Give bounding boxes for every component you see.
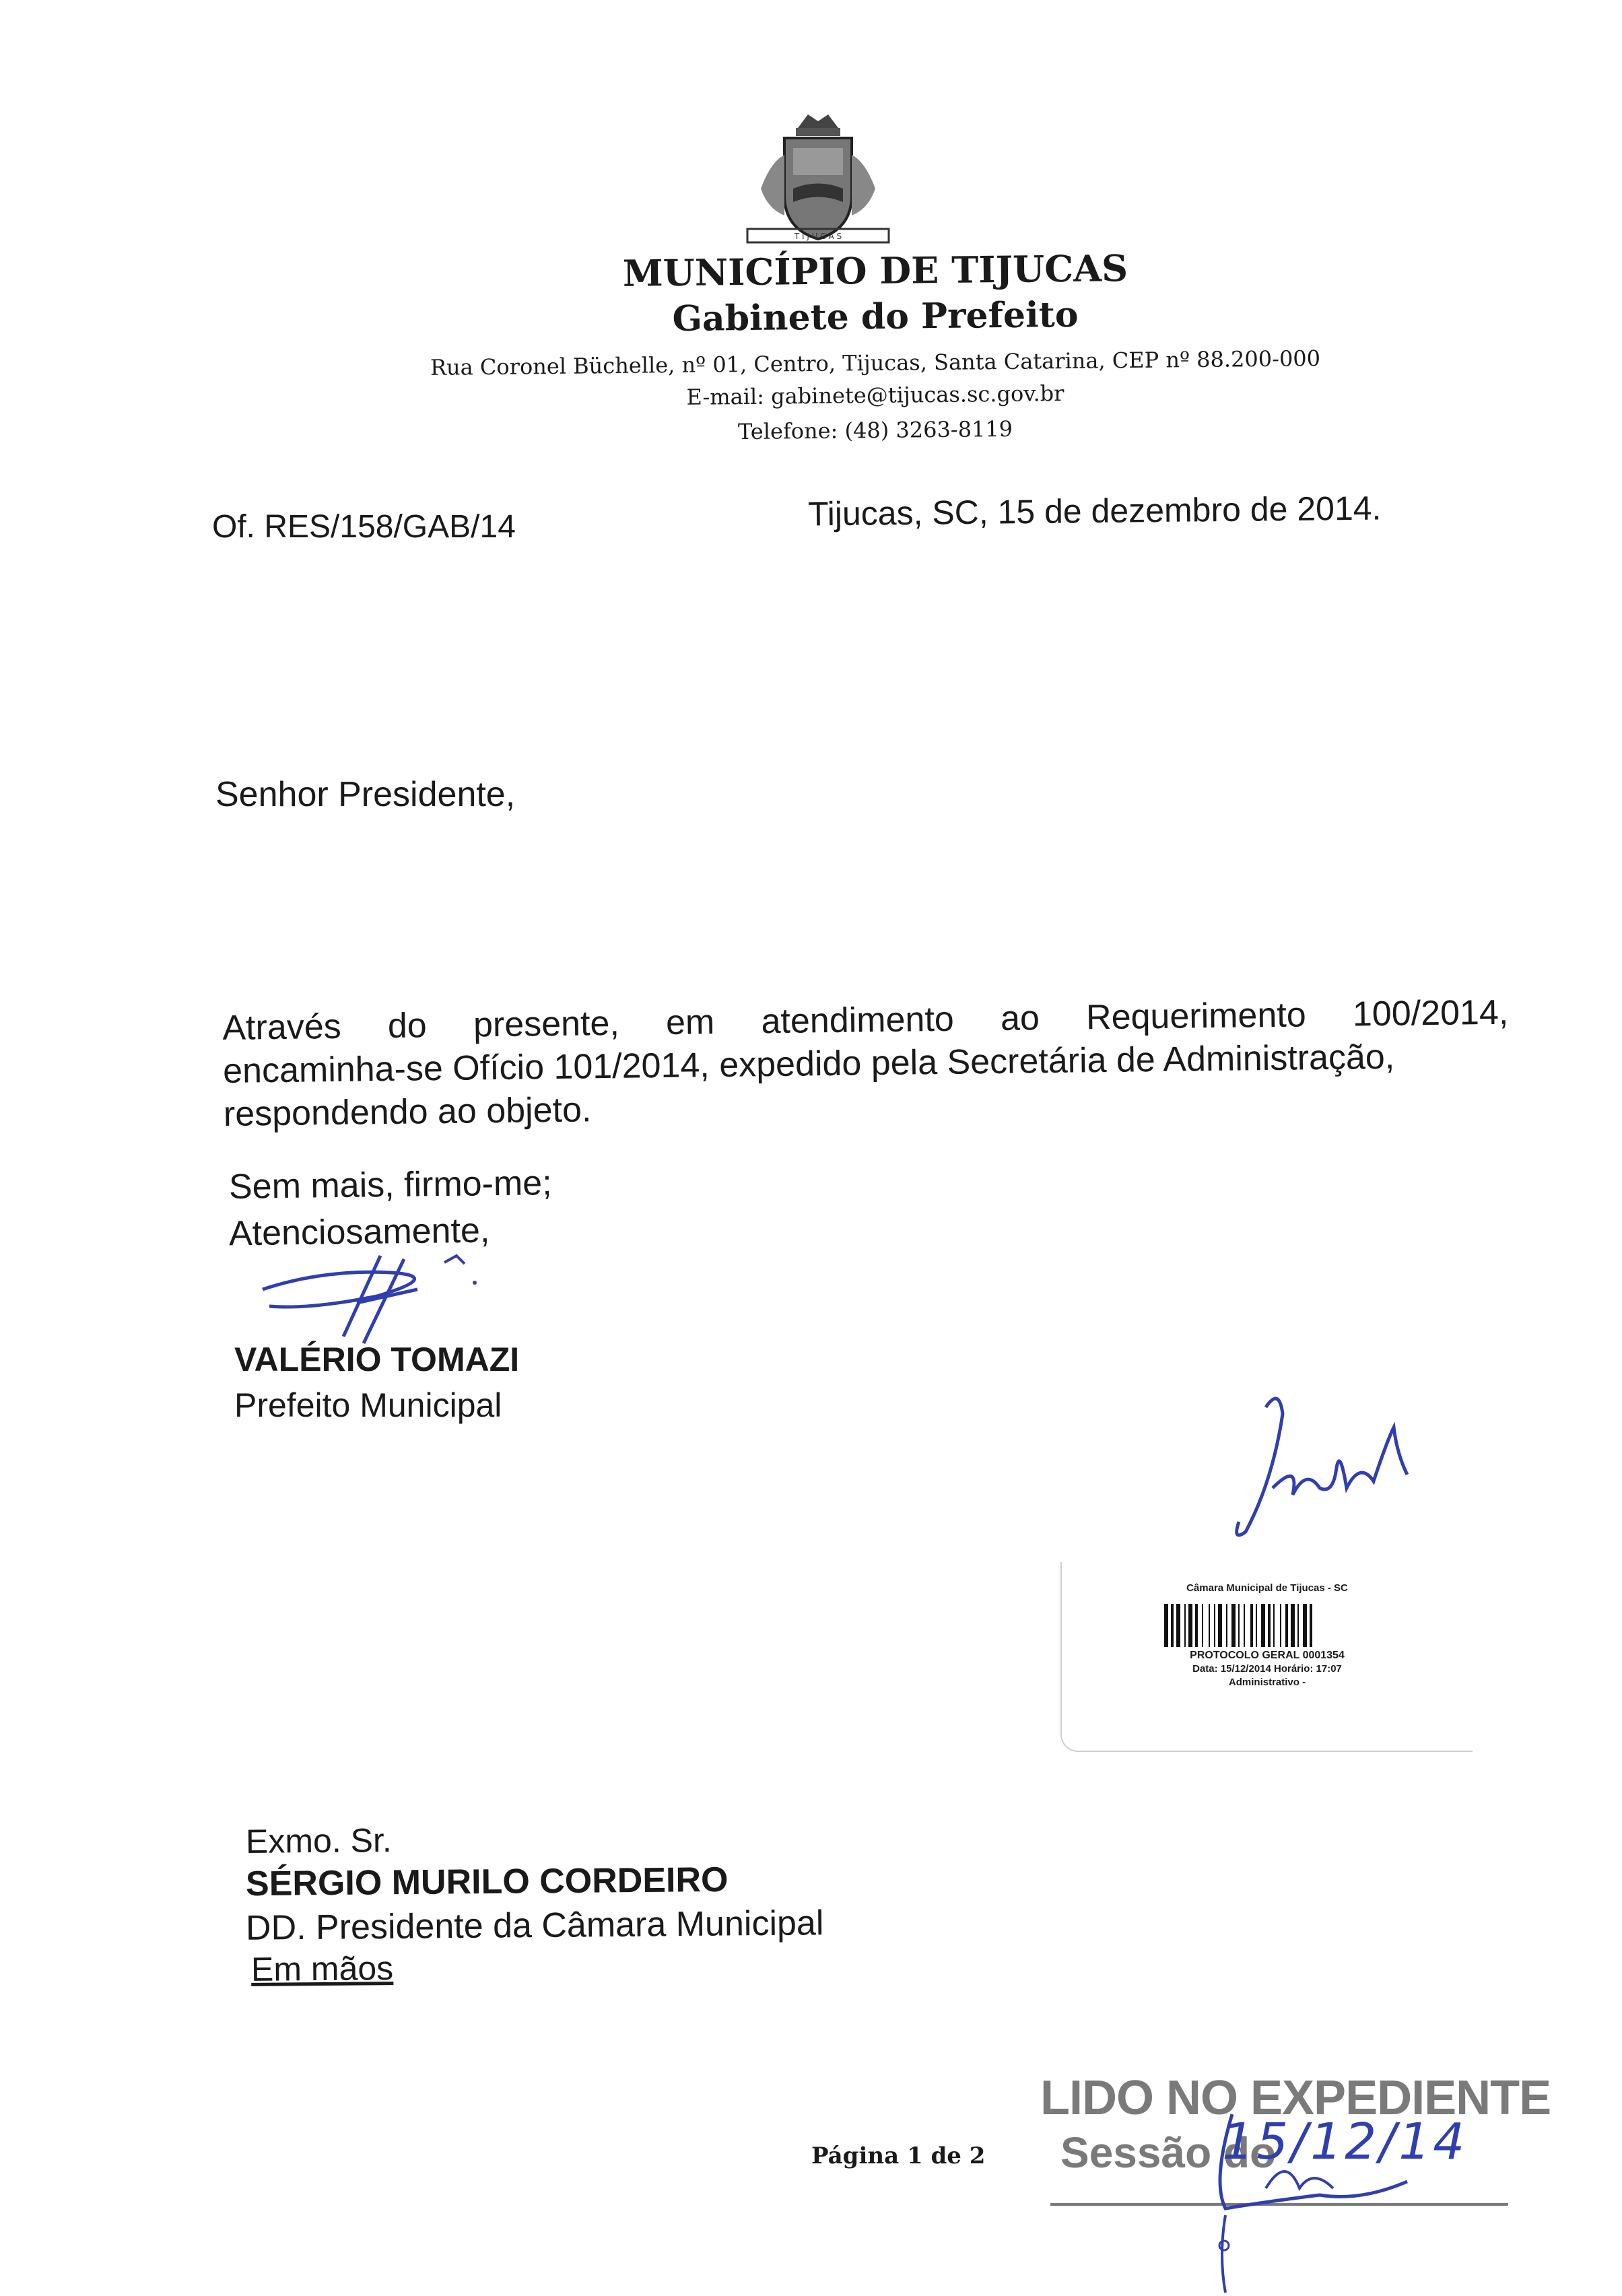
barcode-icon <box>1163 1604 1385 1647</box>
protocol-department: Administrativo - <box>1228 1677 1306 1688</box>
signer-title: Prefeito Municipal <box>234 1386 502 1424</box>
municipality-name: MUNICÍPIO DE TIJUCAS <box>622 246 1128 295</box>
letterhead-phone: Telefone: (48) 3263-8119 <box>737 415 1013 445</box>
protocol-code: PROTOCOLO GERAL 0001354 <box>1190 1650 1345 1661</box>
page-number: Página 1 de 2 <box>811 2142 986 2169</box>
closing-line: Atenciosamente, <box>228 1211 490 1254</box>
receipt-signature-icon <box>1219 1387 1434 1542</box>
protocol-org: Câmara Municipal de Tijucas - SC <box>1186 1582 1348 1594</box>
letterhead-email: E-mail: gabinete@tijucas.sc.gov.br <box>686 380 1065 410</box>
svg-text:T I J U C A S: T I J U C A S <box>794 232 842 241</box>
stamp-session-label: Sessão do <box>1060 2128 1277 2177</box>
municipal-coat-of-arms-icon <box>734 101 902 269</box>
protocol-date: Data: 15/12/2014 Horário: 17:07 <box>1192 1663 1342 1675</box>
recipient-salutation: Exmo. Sr. <box>245 1821 392 1860</box>
protocol-label <box>1060 1562 1473 1752</box>
department-name: Gabinete do Prefeito <box>672 294 1079 340</box>
stamp-session-date: 15/12/14 <box>1222 2113 1468 2171</box>
stamp-title: LIDO NO EXPEDIENTE <box>1040 2071 1551 2125</box>
delivery-note: Em mãos <box>250 1949 394 1988</box>
recipient-title: DD. Presidente da Câmara Municipal <box>245 1903 824 1948</box>
body-line: encaminha-se Ofício 101/2014, expedido pela Secretária de Administração, <box>222 1037 1395 1091</box>
stamp-signature-icon <box>1185 2101 1508 2296</box>
body-paragraph <box>222 991 1510 1136</box>
salutation: Senhor Presidente, <box>215 775 516 814</box>
signer-name: VALÉRIO TOMAZI <box>234 1341 520 1378</box>
body-line: respondendo ao objeto. <box>223 1090 592 1134</box>
closing-line: Sem mais, firmo-me; <box>228 1163 552 1207</box>
letterhead-address: Rua Coronel Büchelle, nº 01, Centro, Tijucas, Santa Catarina, CEP nº 88.200-000 <box>430 345 1321 380</box>
place-and-date: Tijucas, SC, 15 de dezembro de 2014. <box>807 489 1382 533</box>
recipient-name: SÉRGIO MURILO CORDEIRO <box>245 1860 729 1904</box>
body-line: Através do presente, em atendimento ao Requerimento 100/2014, <box>222 992 1509 1048</box>
document-reference: Of. RES/158/GAB/14 <box>212 509 516 545</box>
